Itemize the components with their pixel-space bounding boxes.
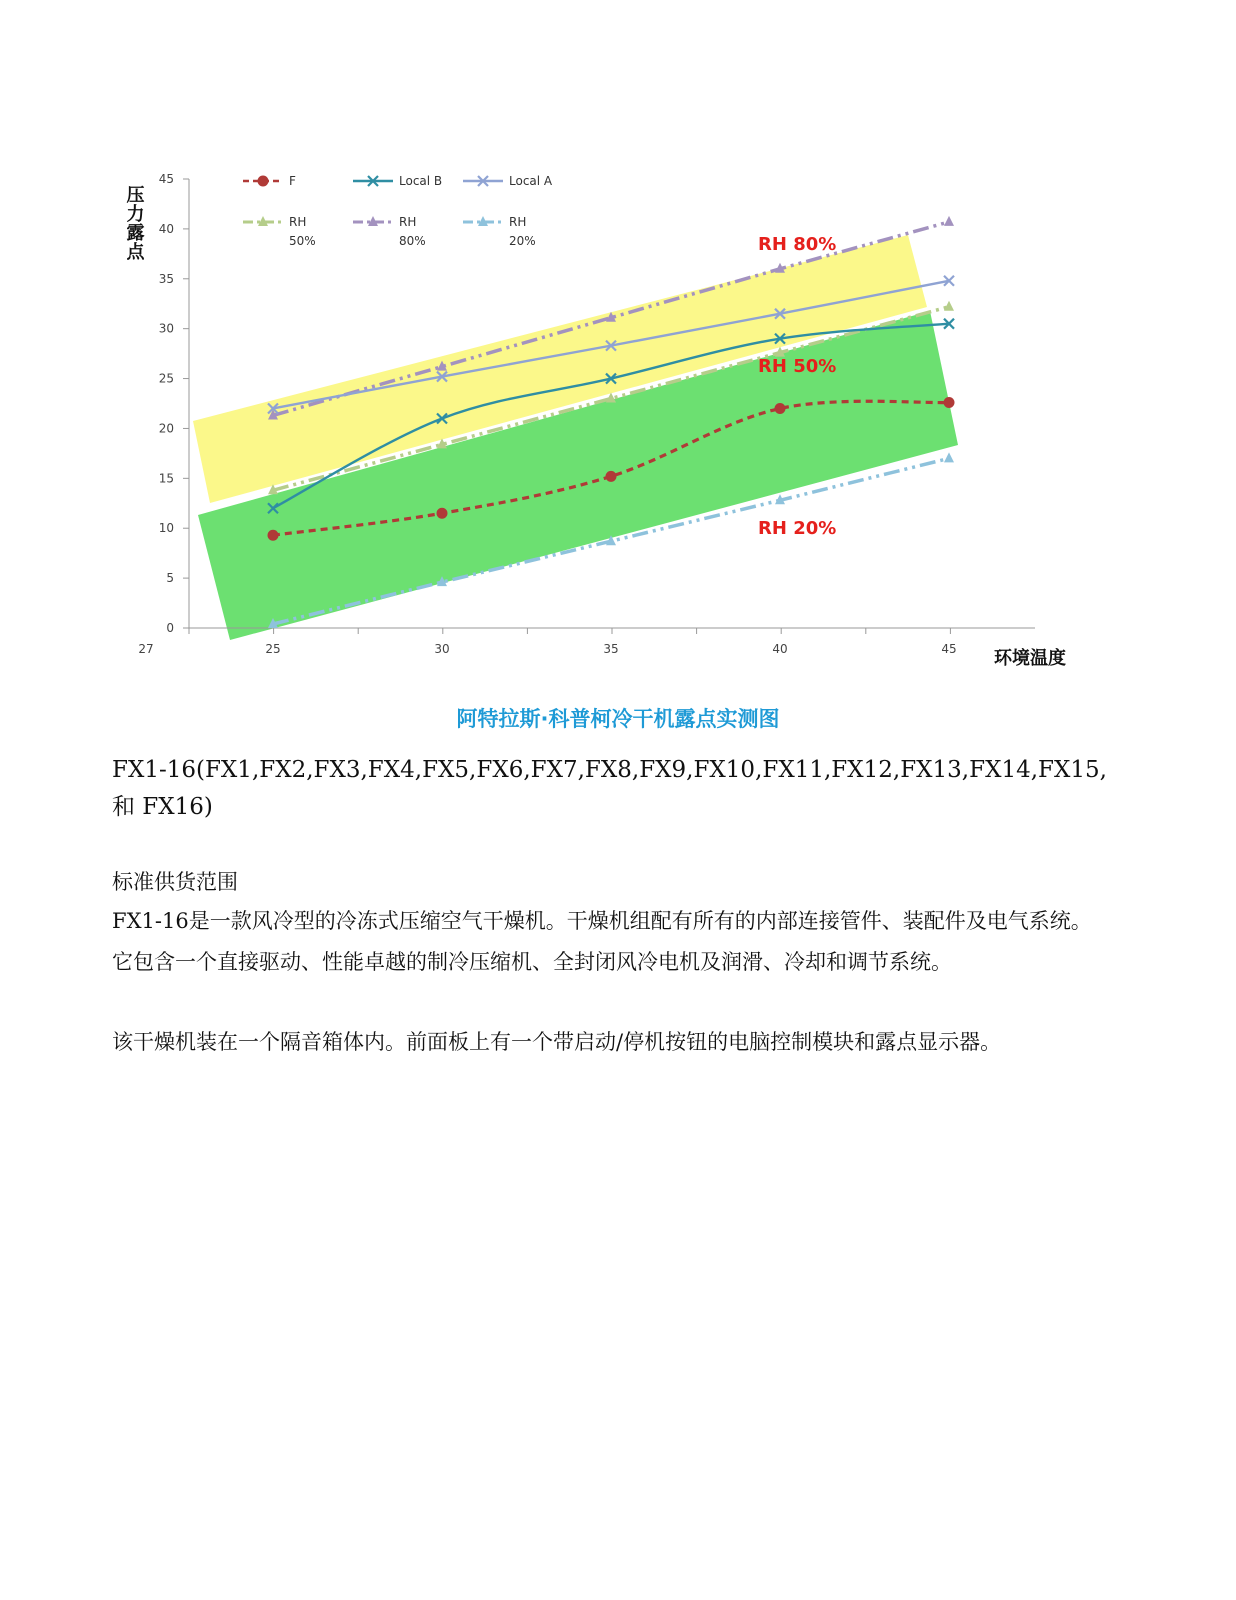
- data-point-circle: [606, 471, 617, 482]
- legend-label-line2: 20%: [509, 234, 536, 248]
- x-axis-title: 环境温度: [994, 648, 1066, 669]
- legend-label: F: [289, 174, 296, 188]
- x-tick-label: 30: [434, 642, 450, 656]
- data-point-circle: [268, 530, 279, 541]
- legend-label: RH: [289, 215, 307, 229]
- data-point-circle: [775, 403, 786, 414]
- legend-item: [243, 215, 316, 248]
- x-tick-label: 45: [941, 642, 957, 656]
- legend-item: [353, 174, 442, 188]
- legend-label: Local A: [509, 174, 553, 188]
- y-axis-title: 压力露点: [123, 185, 145, 261]
- model-list: FX1-16(FX1,FX2,FX3,FX4,FX5,FX6,FX7,FX8,FX9,FX10,FX11,FX12,FX13,FX14,FX15,和 FX16): [112, 757, 1107, 820]
- x-origin-label: 27: [138, 642, 154, 656]
- data-point-triangle: [944, 452, 954, 462]
- legend-label: RH: [399, 215, 417, 229]
- y-tick-label: 15: [158, 471, 174, 486]
- y-tick-label: 25: [158, 371, 174, 386]
- data-point-circle: [258, 176, 269, 187]
- data-point-triangle: [944, 301, 954, 311]
- x-tick-label: 35: [603, 642, 619, 656]
- y-tick-label: 0: [166, 621, 174, 635]
- dew-point-chart: [110, 165, 1110, 685]
- legend-label: Local B: [399, 174, 443, 188]
- legend-item: [353, 215, 426, 248]
- data-point-circle: [437, 508, 448, 519]
- y-tick-label: 40: [158, 221, 174, 236]
- legend-label: RH: [509, 215, 527, 229]
- annotation-rh80: RH 80%: [758, 234, 837, 255]
- legend-item: [243, 174, 296, 188]
- annotation-rh50: RH 50%: [758, 356, 837, 377]
- chart-caption: 阿特拉斯·科普柯冷干机露点实测图: [456, 707, 780, 731]
- annotation-rh20: RH 20%: [758, 518, 837, 539]
- y-tick-label: 35: [158, 271, 174, 286]
- legend-label-line2: 80%: [399, 234, 426, 248]
- description-paragraph-2: 该干燥机装在一个隔音箱体内。前面板上有一个带启动/停机按钮的电脑控制模块和露点显示器。: [112, 1030, 1002, 1054]
- description-paragraph-1: FX1-16是一款风冷型的冷冻式压缩空气干燥机。干燥机组配有所有的内部连接管件、装配件及电气系统。它包含一个直接驱动、性能卓越的制冷压缩机、全封闭风冷电机及润滑、冷却和调节系统。: [112, 909, 1092, 974]
- section-title: 标准供货范围: [112, 870, 238, 894]
- y-tick-label: 10: [158, 521, 174, 536]
- data-point-circle: [944, 397, 955, 408]
- y-tick-label: 45: [158, 172, 174, 186]
- x-tick-label: 40: [772, 642, 788, 656]
- data-point-triangle: [944, 216, 954, 226]
- x-tick-label: 25: [265, 642, 281, 656]
- y-tick-label: 30: [158, 321, 174, 336]
- y-tick-label: 5: [166, 571, 174, 586]
- legend-label-line2: 50%: [289, 234, 316, 248]
- y-tick-label: 20: [158, 421, 174, 436]
- legend-item: [463, 215, 536, 248]
- legend-item: [463, 174, 553, 188]
